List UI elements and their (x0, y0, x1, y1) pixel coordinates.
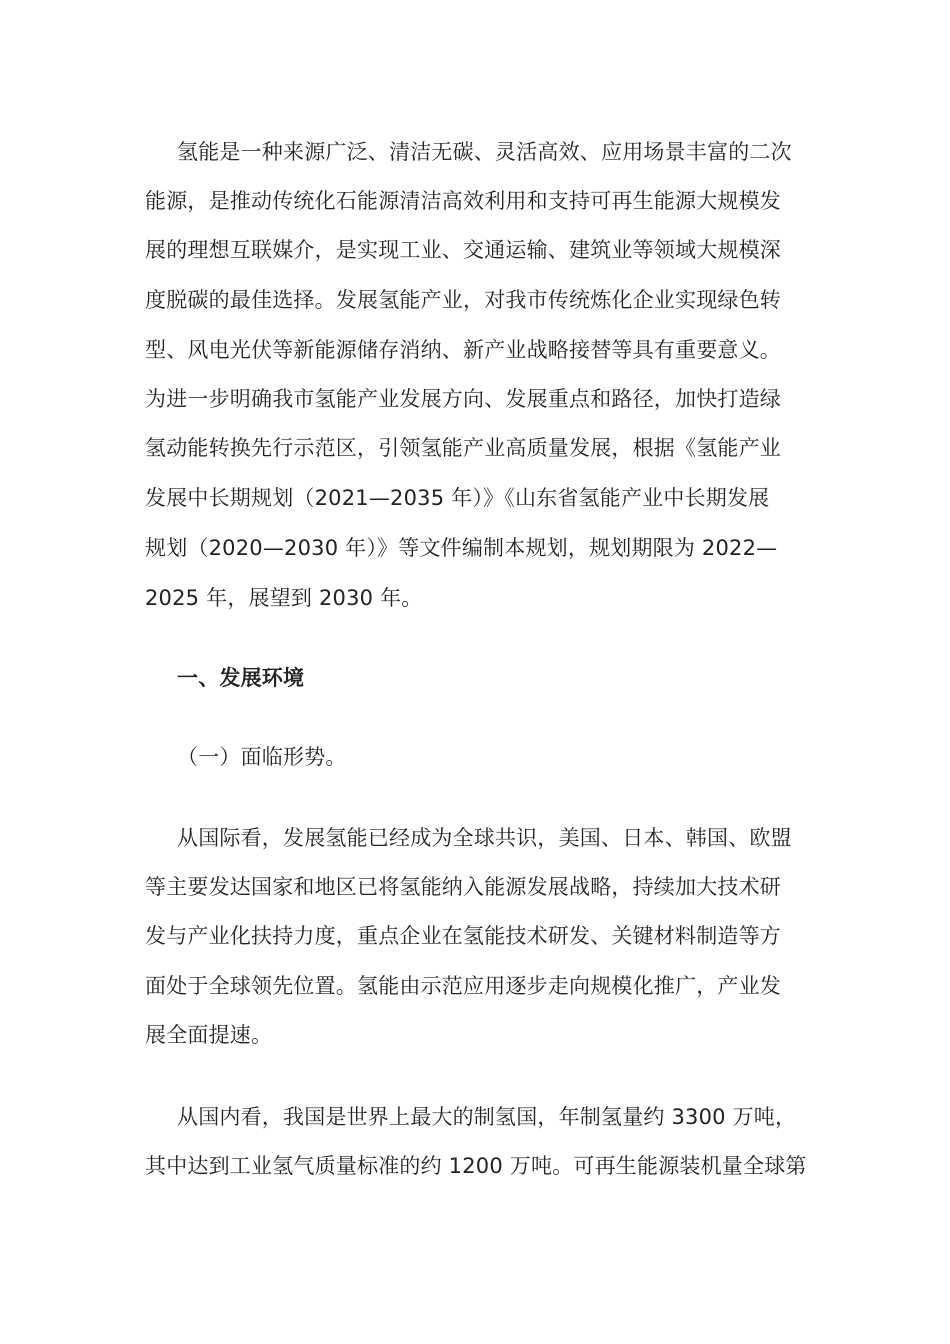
section-heading: 一、发展环境 (177, 666, 305, 690)
intro-line: 氢能是一种来源广泛、清洁无碳、灵活高效、应用场景丰富的二次 (177, 140, 792, 164)
international-line: 从国际看，发展氢能已经成为全球共识，美国、日本、韩国、欧盟 (177, 826, 792, 850)
intro-line: 能源，是推动传统化石能源清洁高效利用和支持可再生能源大规模发 (145, 189, 781, 213)
intro-line: 2025 年，展望到 2030 年。 (145, 586, 423, 610)
section-subheading: （一）面临形势。 (177, 745, 347, 769)
intro-line: 为进一步明确我市氢能产业发展方向、发展重点和路径，加快打造绿 (145, 387, 781, 411)
intro-line: 发展中长期规划（2021—2035 年）》《山东省氢能产业中长期发展 (145, 486, 770, 510)
domestic-line: 从国内看，我国是世界上最大的制氢国，年制氢量约 3300 万吨， (177, 1105, 797, 1129)
international-line: 展全面提速。 (145, 1023, 273, 1047)
international-line: 面处于全球领先位置。氢能由示范应用逐步走向规模化推广，产业发 (145, 974, 781, 998)
domestic-line: 其中达到工业氢气质量标准的约 1200 万吨。可再生能源装机量全球第 (145, 1154, 807, 1178)
international-line: 发与产业化扶持力度，重点企业在氢能技术研发、关键材料制造等方 (145, 924, 781, 948)
intro-line: 型、风电光伏等新能源储存消纳、新产业战略接替等具有重要意义。 (145, 338, 781, 362)
intro-line: 展的理想互联媒介，是实现工业、交通运输、建筑业等领域大规模深 (145, 238, 781, 262)
intro-line: 度脱碳的最佳选择。发展氢能产业，对我市传统炼化企业实现绿色转 (145, 288, 781, 312)
intro-line: 规划（2020—2030 年）》等文件编制本规划，规划期限为 2022— (145, 536, 778, 560)
international-line: 等主要发达国家和地区已将氢能纳入能源发展战略，持续加大技术研 (145, 875, 781, 899)
intro-line: 氢动能转换先行示范区，引领氢能产业高质量发展，根据《氢能产业 (145, 436, 781, 460)
